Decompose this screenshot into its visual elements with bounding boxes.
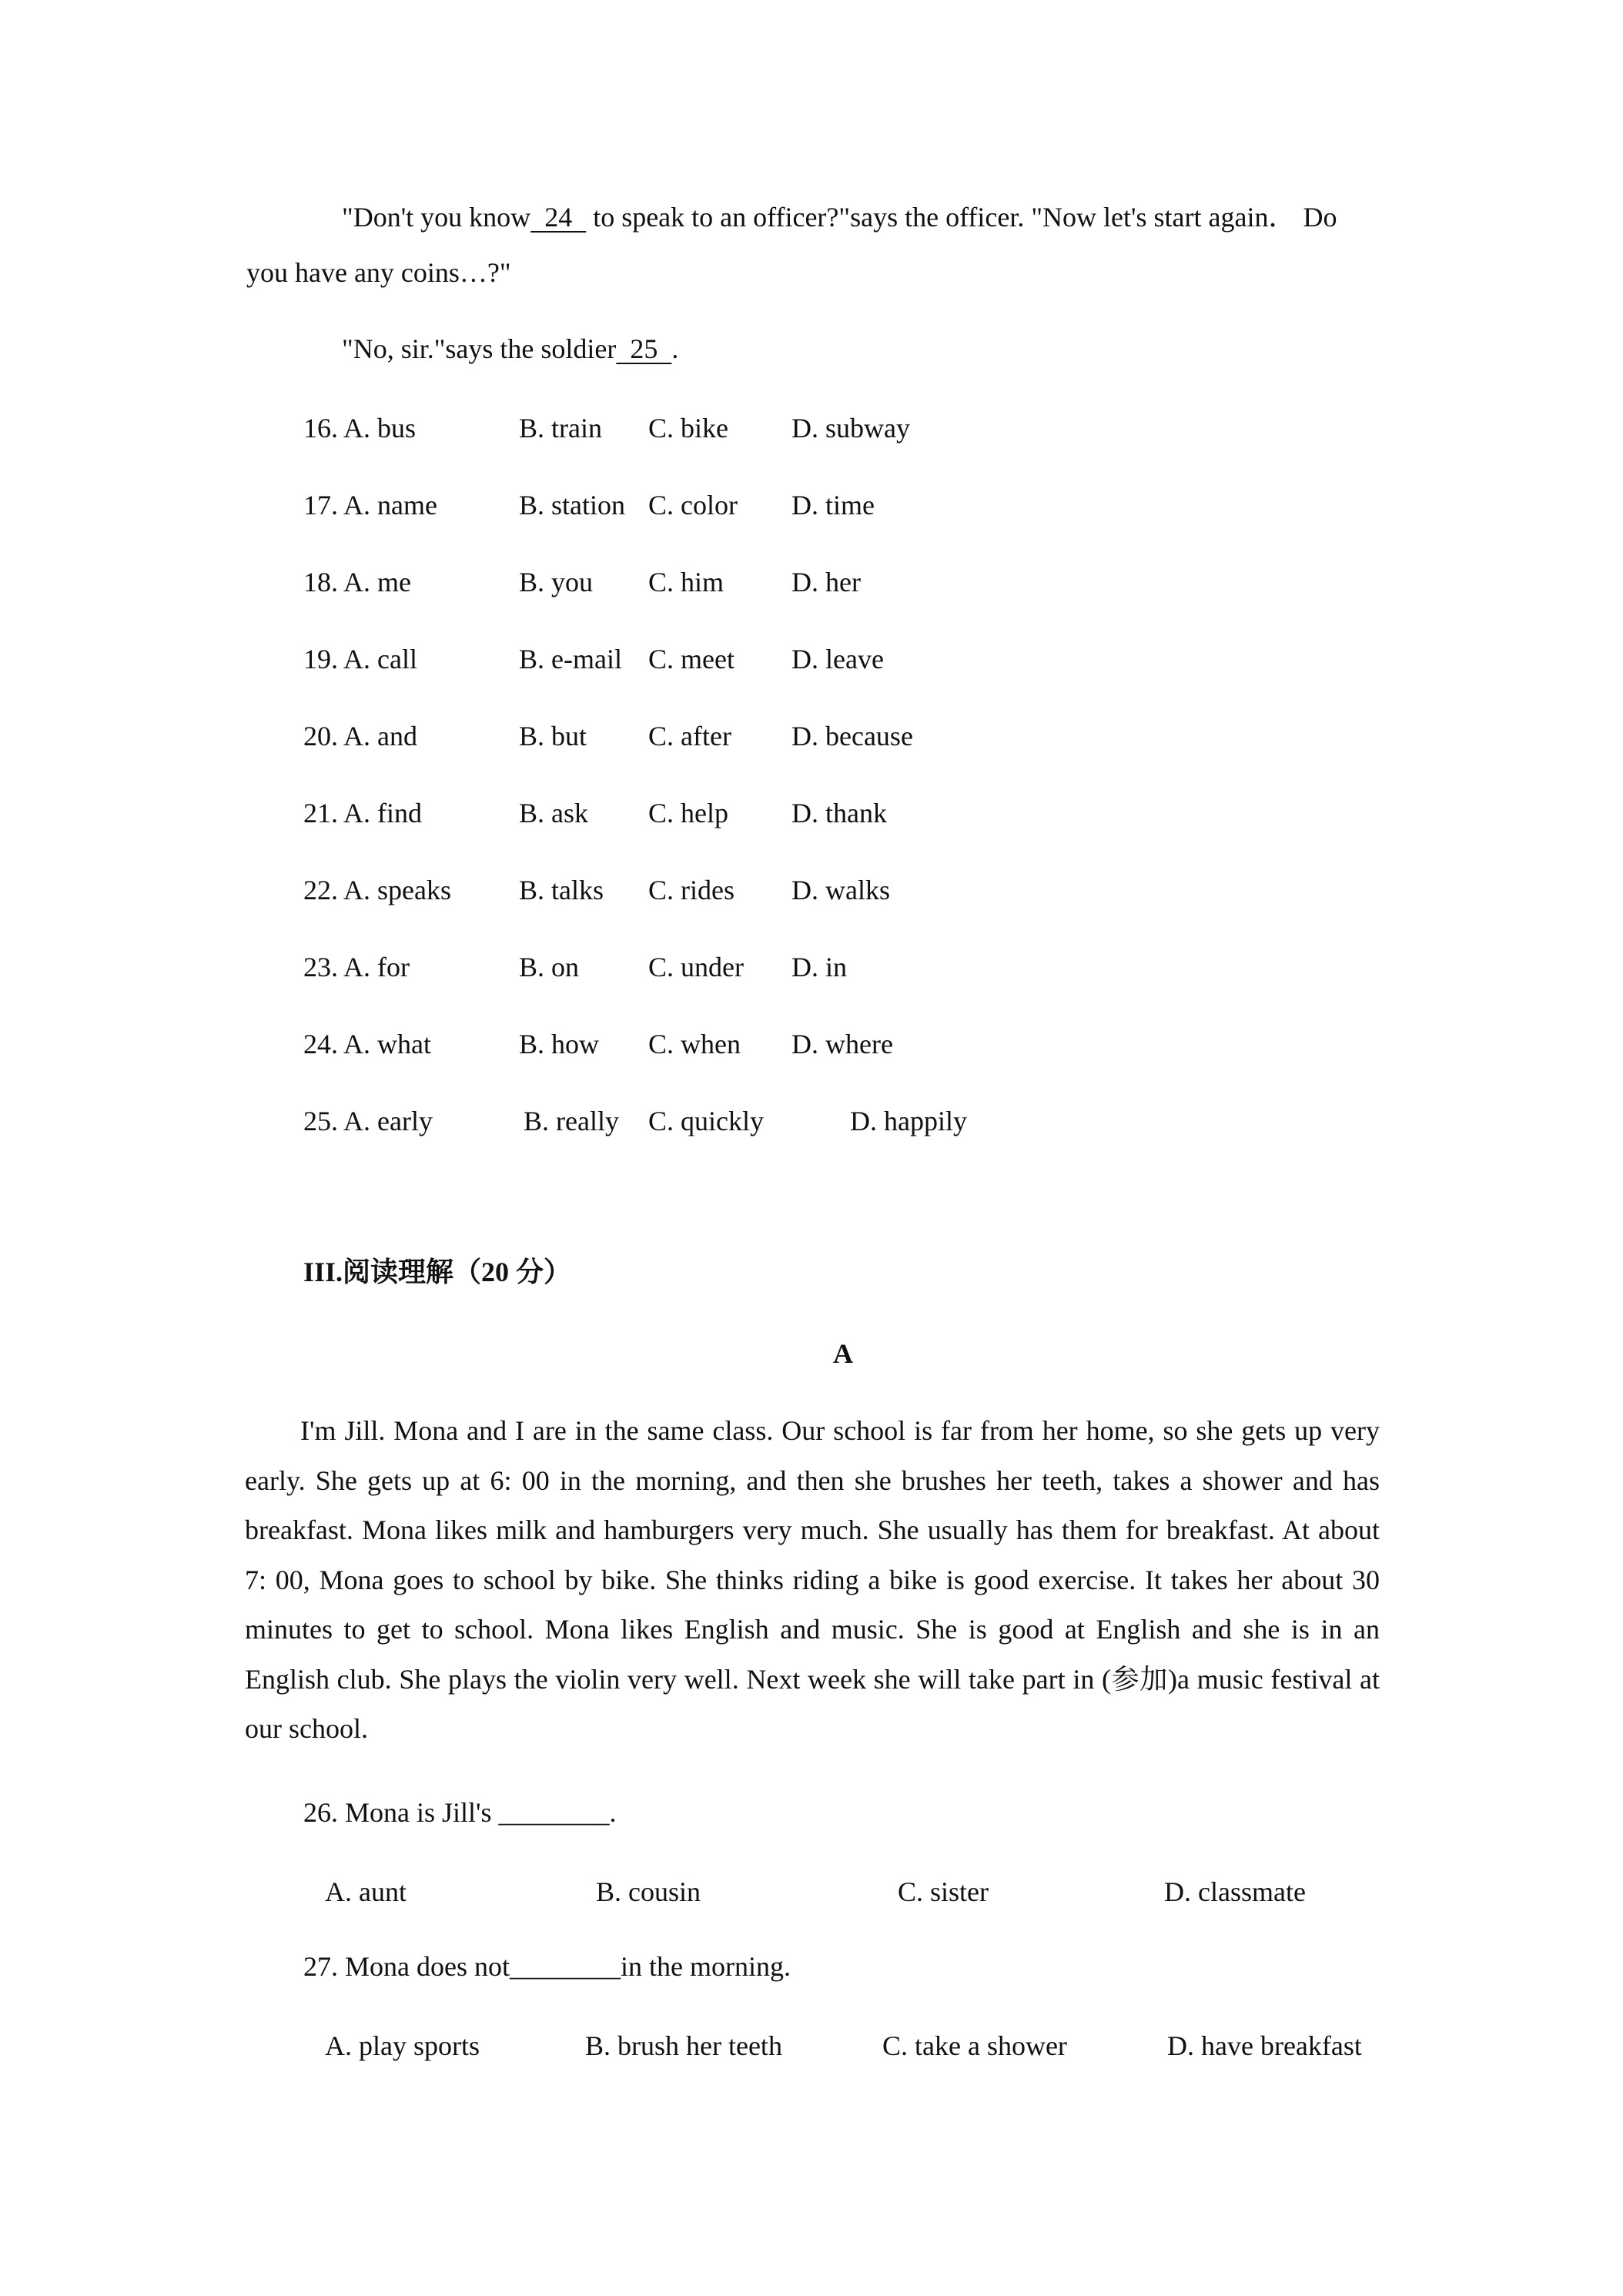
option-d: D. because — [791, 721, 913, 751]
option-c: C. meet — [648, 644, 735, 674]
option-a: A. aunt — [325, 1876, 407, 1907]
cloze-text: . — [671, 333, 679, 364]
option-row-18 — [0, 566, 1623, 597]
option-b: B. you — [519, 567, 594, 597]
option-d: D. in — [791, 952, 847, 982]
option-b: B. station — [519, 490, 626, 520]
option-c: C. help — [648, 798, 728, 828]
option-a: 25. A. early — [303, 1106, 433, 1136]
option-d: D. time — [791, 490, 875, 520]
cloze-paragraph-line — [342, 203, 1337, 231]
option-a: 24. A. what — [303, 1029, 431, 1059]
option-d: D. happily — [850, 1106, 967, 1136]
option-b: B. how — [519, 1029, 600, 1059]
option-c: C. quickly — [648, 1106, 764, 1136]
cloze-text: "No, sir."says the soldier — [342, 333, 617, 364]
cloze-text: to speak to an officer?"says the officer. "Now let's start again． Do — [586, 202, 1337, 233]
option-d: D. where — [791, 1029, 893, 1059]
option-row-24 — [0, 1028, 1623, 1059]
option-d: D. subway — [791, 413, 910, 443]
option-row-23 — [0, 951, 1623, 982]
option-b: B. really — [524, 1106, 619, 1136]
option-a: 21. A. find — [303, 798, 423, 828]
question-26-options — [0, 1876, 1623, 1906]
option-a: 18. A. me — [303, 567, 411, 597]
option-b: B. ask — [519, 798, 588, 828]
option-row-25 — [0, 1105, 1623, 1136]
option-c: C. after — [648, 721, 731, 751]
option-row-17 — [0, 489, 1623, 520]
option-d: D. classmate — [1164, 1876, 1306, 1907]
option-a: 17. A. name — [303, 490, 437, 520]
option-b: B. talks — [519, 875, 604, 905]
option-row-19 — [0, 643, 1623, 674]
option-c: C. color — [648, 490, 738, 520]
option-b: B. train — [519, 413, 602, 443]
section-heading: III.阅读理解（20 分） — [303, 1257, 572, 1287]
question-27-stem: 27. Mona does not________in the morning. — [303, 1951, 791, 1982]
option-d: D. have breakfast — [1167, 2030, 1362, 2061]
reading-passage: I'm Jill. Mona and I are in the same class. Our school is far from her home, so she gets up very early. She gets up at 6: 00 in the morning, and then she brushes her teeth, takes a shower and has breakfast. Mona likes milk and hamburgers very much. She usually has them for breakfast. At about 7: 00, Mona goes to school by bike. She thinks riding a bike is good exercise. It takes her about 30 minutes to get to school. Mona likes English and music. She is good at English and she is in an English club. She plays the violin very well. Next week she will take part in (参加)a music festival at our school. — [245, 1415, 1380, 1744]
option-c: C. bike — [648, 413, 728, 443]
option-a: 22. A. speaks — [303, 875, 451, 905]
option-d: D. walks — [791, 875, 890, 905]
passage-label: A — [833, 1338, 853, 1369]
option-d: D. leave — [791, 644, 884, 674]
option-b: B. e-mail — [519, 644, 622, 674]
option-a: 16. A. bus — [303, 413, 417, 443]
option-a: 20. A. and — [303, 721, 417, 751]
option-row-22 — [0, 874, 1623, 905]
option-a: A. play sports — [325, 2030, 480, 2061]
option-row-21 — [0, 797, 1623, 828]
option-c: C. under — [648, 952, 744, 982]
option-b: B. but — [519, 721, 587, 751]
option-a: 23. A. for — [303, 952, 410, 982]
question-27-options — [0, 2030, 1623, 2060]
cloze-paragraph-2 — [342, 335, 678, 363]
blank-25: 25 — [616, 333, 672, 364]
cloze-text: "Don't you know — [342, 202, 531, 233]
option-c: C. rides — [648, 875, 735, 905]
option-b: B. on — [519, 952, 580, 982]
option-b: B. brush her teeth — [585, 2030, 782, 2061]
question-26-stem: 26. Mona is Jill's ________. — [303, 1797, 617, 1828]
option-c: C. sister — [898, 1876, 989, 1907]
option-c: C. when — [648, 1029, 741, 1059]
option-c: C. him — [648, 567, 724, 597]
cloze-paragraph-line-2: you have any coins…?" — [246, 257, 511, 288]
option-row-16 — [0, 412, 1623, 443]
option-b: B. cousin — [596, 1876, 701, 1907]
option-c: C. take a shower — [882, 2030, 1067, 2061]
blank-24: 24 — [530, 202, 587, 233]
option-d: D. thank — [791, 798, 887, 828]
option-d: D. her — [791, 567, 861, 597]
option-row-20 — [0, 720, 1623, 751]
option-a: 19. A. call — [303, 644, 417, 674]
